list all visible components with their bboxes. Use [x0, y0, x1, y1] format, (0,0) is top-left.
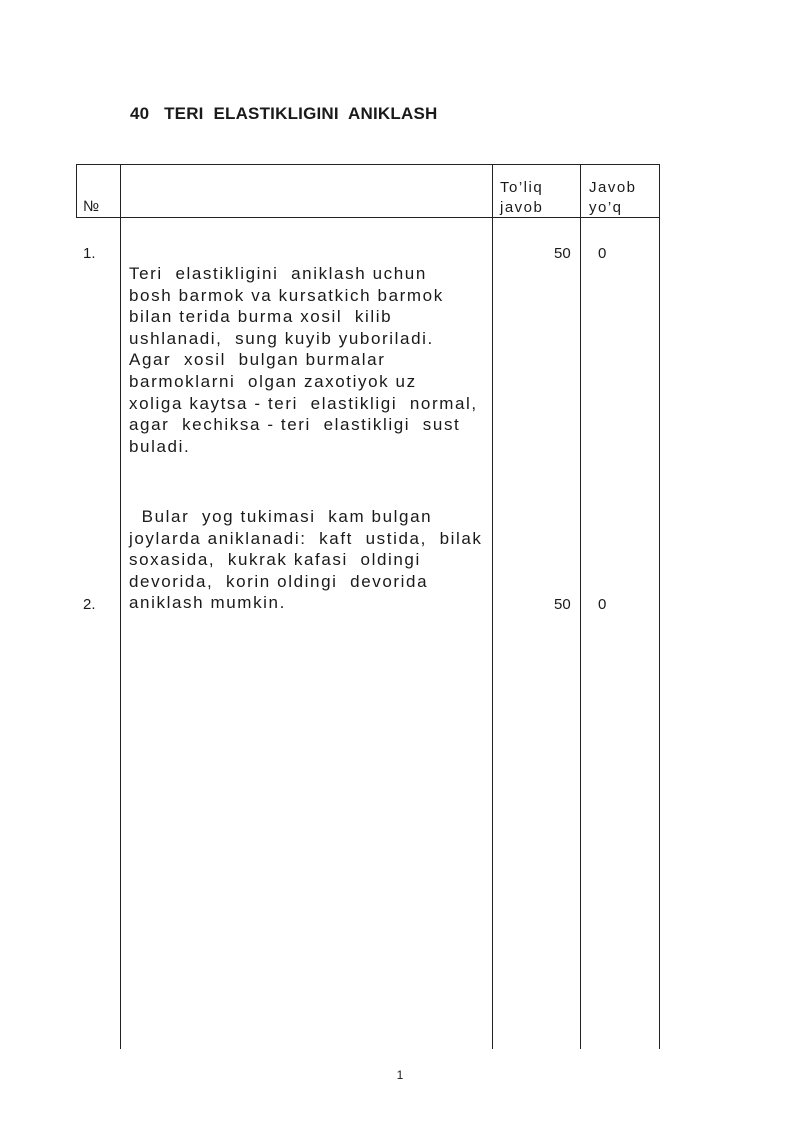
page-title: 40 TERI ELASTIKLIGINI ANIKLASH [130, 104, 438, 123]
row-2-full-answer: 50 [554, 596, 571, 613]
header-number: № [83, 198, 100, 215]
row-1-number: 1. [83, 245, 96, 262]
table-left-border [76, 164, 77, 218]
header-no-answer: Javob yo’q [589, 179, 637, 216]
table-column-divider-2 [492, 164, 493, 1049]
table-column-divider-1 [120, 164, 121, 1049]
page-number: 1 [396, 1068, 404, 1082]
row-2-no-answer: 0 [598, 596, 607, 613]
header-full-answer: To’liq javob [500, 179, 544, 216]
table-column-divider-3 [580, 164, 581, 1049]
table-header-border [76, 217, 660, 218]
table-right-border [659, 164, 660, 1049]
table-top-border [76, 164, 660, 165]
row-1-no-answer: 0 [598, 245, 607, 262]
row-1-full-answer: 50 [554, 245, 571, 262]
description-text-2: Bular yog tukimasi kam bulgan joylarda aniklanadi: kaft ustida, bilak soxasida, kukrak kafasi oldingi devorida, korin oldingi devorida aniklash mumkin. [129, 507, 483, 613]
row-2-number: 2. [83, 596, 96, 613]
description-text-1: Teri elastikligini aniklash uchun bosh barmok va kursatkich barmok bilan terida burma xosil kilib ushlanadi, sung kuyib yuboriladi. Agar xosil bulgan burmalar barmoklarni olgan zaxotiyok uz xoliga kaytsa - teri elastikligi normal, agar kechiksa - teri elastikligi sust buladi. [129, 264, 478, 456]
